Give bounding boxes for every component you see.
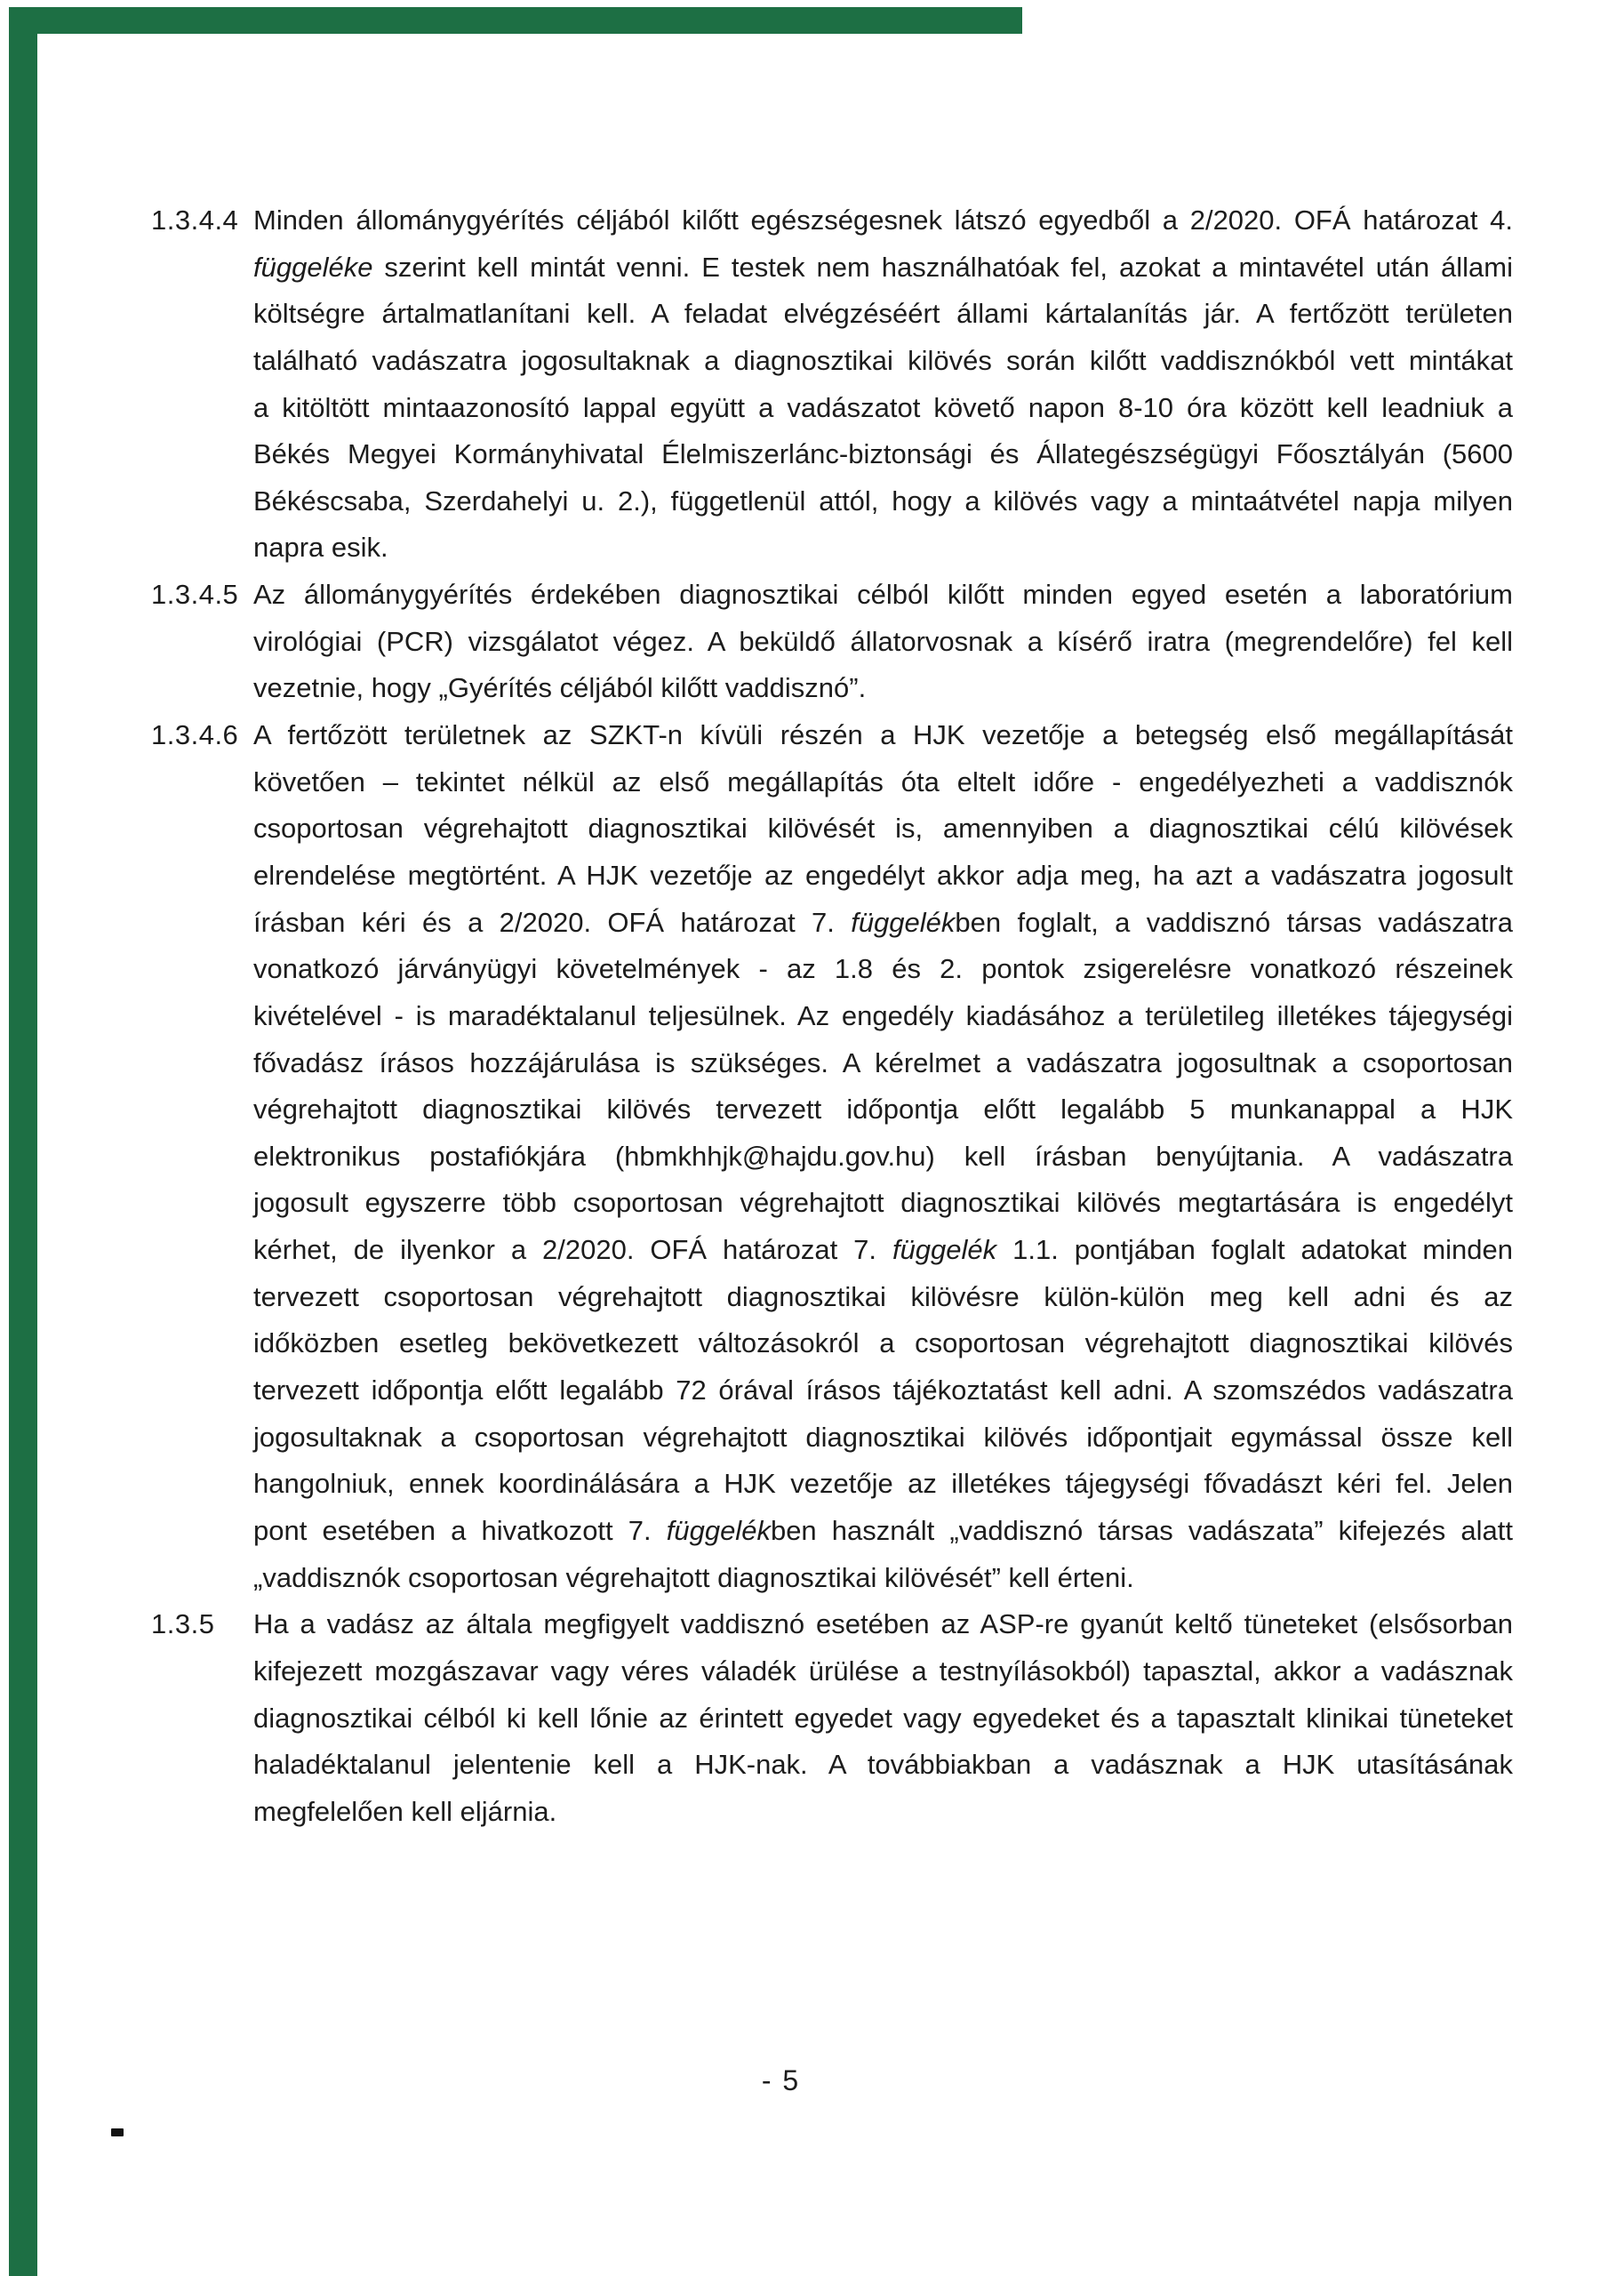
document-body xyxy=(151,197,1513,1835)
text-line: Minden állománygyérítés céljából kilőtt egészségesnek látszó egyedből a 2/2020. OFÁ határozat 4. xyxy=(253,204,1513,236)
section xyxy=(151,197,1513,572)
stray-mark xyxy=(111,2128,124,2136)
section-number: 1.3.5 xyxy=(151,1608,215,1640)
page-number: - 5 xyxy=(761,2064,801,2096)
text-line: vezetnie, hogy „Gyérítés céljából kilőtt vaddisznó”. xyxy=(253,672,867,704)
section-number: 1.3.4.4 xyxy=(151,204,239,236)
section xyxy=(151,572,1513,712)
section-number: 1.3.4.6 xyxy=(151,719,239,751)
text-line: írásban kéri és a 2/2020. OFÁ határozat 7. függelékben foglalt, a vaddisznó társas vadászatra xyxy=(253,906,1513,938)
text-line: kivételével - is maradéktalanul teljesülnek. Az engedély kiadásához a területileg illetékes tájegységi xyxy=(253,999,1513,1031)
text-line: haladéktalanul jelentenie kell a HJK-nak. A továbbiakban a vadásznak a HJK utasításának xyxy=(253,1749,1513,1781)
section-lines xyxy=(253,572,1513,712)
text-line: függeléke szerint kell mintát venni. E testek nem használhatóak fel, azokat a mintavétel után állami xyxy=(253,251,1513,283)
text-line: A fertőzött területnek az SZKT-n kívüli részén a HJK vezetője a betegség első megállapítását xyxy=(253,719,1513,751)
scan-edge-left xyxy=(9,7,37,2276)
text-line: megfelelően kell eljárnia. xyxy=(253,1795,557,1827)
text-line: „vaddisznók csoportosan végrehajtott diagnosztikai kilövését” kell érteni. xyxy=(253,1561,1134,1593)
text-line: költségre ártalmatlanítani kell. A feladat elvégzéséért állami kártalanítás jár. A fertőzött területen xyxy=(253,298,1513,330)
text-line: tervezett időpontja előtt legalább 72 órával írásos tájékoztatást kell adni. A szomszédos vadászatra xyxy=(253,1374,1513,1406)
text-line: követően – tekintet nélkül az első megállapítás óta eltelt időre - engedélyezheti a vaddisznók xyxy=(253,765,1513,797)
text-line: napra esik. xyxy=(253,532,388,564)
section xyxy=(151,1601,1513,1835)
text-line: vonatkozó járványügyi követelmények - az 1.8 és 2. pontok zsigerelésre vonatkozó részeinek xyxy=(253,953,1513,985)
text-line: jogosult egyszerre több csoportosan végrehajtott diagnosztikai kilövés megtartására is engedélyt xyxy=(253,1187,1513,1219)
text-line: végrehajtott diagnosztikai kilövés tervezett időpontja előtt legalább 5 munkanappal a HJK xyxy=(253,1094,1513,1126)
text-line: csoportosan végrehajtott diagnosztikai kilövését is, amennyiben a diagnosztikai célú kilövések xyxy=(253,813,1513,845)
section-lines xyxy=(253,197,1513,572)
text-line: elrendelése megtörtént. A HJK vezetője az engedélyt akkor adja meg, ha azt a vadászatra jogosult xyxy=(253,859,1513,891)
section xyxy=(151,712,1513,1601)
text-line: kifejezett mozgászavar vagy véres váladék ürülése a testnyílásokból) tapasztal, akkor a vadásznak xyxy=(253,1655,1513,1687)
text-line: időközben esetleg bekövetkezett változásokról a csoportosan végrehajtott diagnosztikai kilövés xyxy=(253,1327,1513,1359)
text-line: elektronikus postafiókjára (hbmkhhjk@hajdu.gov.hu) kell írásban benyújtania. A vadászatra xyxy=(253,1140,1513,1172)
text-line: virológiai (PCR) vizsgálatot végez. A beküldő állatorvosnak a kísérő iratra (megrendelőre) fel kell xyxy=(253,625,1513,657)
text-line: Ha a vadász az általa megfigyelt vaddisznó esetében az ASP-re gyanút keltő tüneteket (elsősorban xyxy=(253,1608,1513,1640)
text-line: fővadász írásos hozzájárulása is szükséges. A kérelmet a vadászatra jogosultnak a csoportosan xyxy=(253,1046,1513,1078)
text-line: jogosultaknak a csoportosan végrehajtott diagnosztikai kilövés időpontjait egymással össze kell xyxy=(253,1421,1513,1453)
text-line: hangolniuk, ennek koordinálására a HJK vezetője az illetékes tájegységi fővadászt kéri fel. Jelen xyxy=(253,1468,1513,1500)
text-line: a kitöltött mintaazonosító lappal együtt a vadászatot követő napon 8-10 óra között kell leadniuk a xyxy=(253,391,1513,423)
text-line: diagnosztikai célból ki kell lőnie az érintett egyedet vagy egyedeket és a tapasztalt klinikai tüneteket xyxy=(253,1702,1513,1734)
text-line: található vadászatra jogosultaknak a diagnosztikai kilövés során kilőtt vaddisznókból vett mintákat xyxy=(253,344,1513,376)
section-lines xyxy=(253,712,1513,1601)
text-line: Békéscsaba, Szerdahelyi u. 2.), függetlenül attól, hogy a kilövés vagy a mintaátvétel napja milyen xyxy=(253,485,1513,517)
text-line: Az állománygyérítés érdekében diagnosztikai célból kilőtt minden egyed esetén a laboratórium xyxy=(253,579,1513,611)
scan-edge-top xyxy=(9,7,1022,34)
text-line: kérhet, de ilyenkor a 2/2020. OFÁ határozat 7. függelék 1.1. pontjában foglalt adatokat minden xyxy=(253,1234,1513,1266)
text-line: Békés Megyei Kormányhivatal Élelmiszerlánc-biztonsági és Állategészségügyi Főosztályán (5600 xyxy=(253,438,1513,470)
section-lines xyxy=(253,1601,1513,1835)
text-line: tervezett csoportosan végrehajtott diagnosztikai kilövésre külön-külön meg kell adni és az xyxy=(253,1280,1513,1312)
text-line: pont esetében a hivatkozott 7. függelékben használt „vaddisznó társas vadászata” kifejezés alatt xyxy=(253,1514,1513,1546)
section-number: 1.3.4.5 xyxy=(151,579,239,611)
